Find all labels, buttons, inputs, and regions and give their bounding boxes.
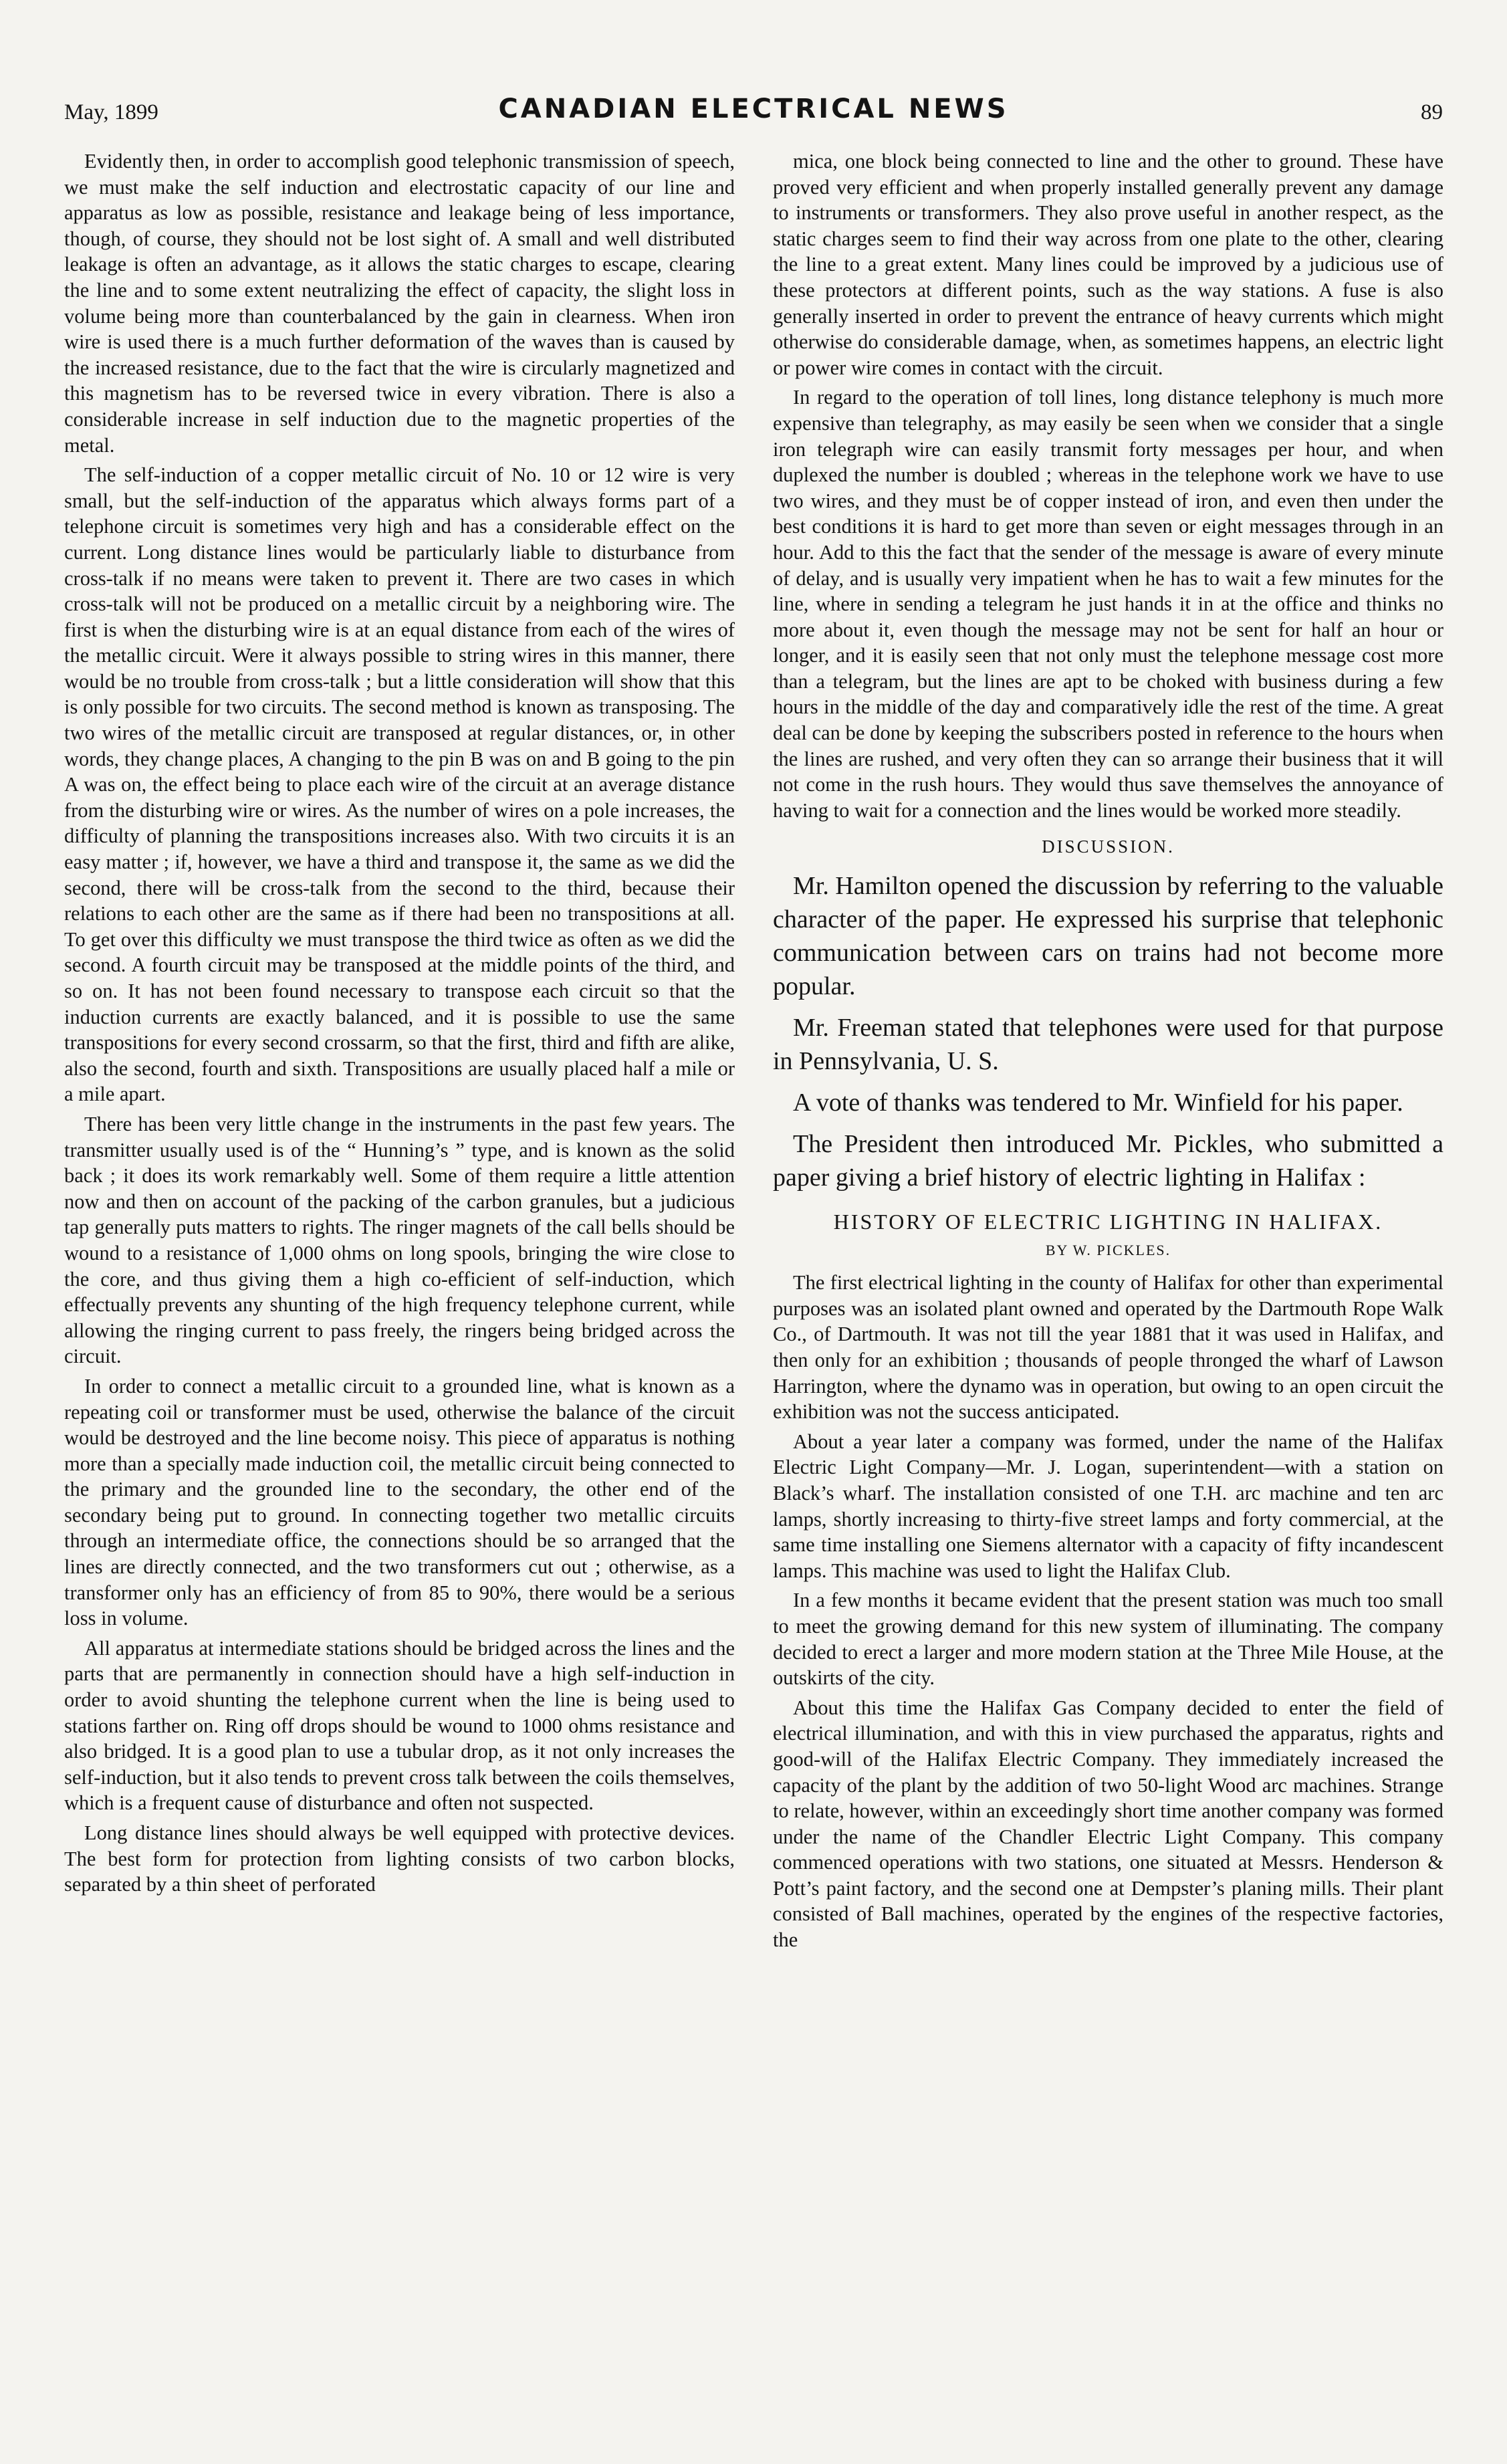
- paragraph: In regard to the operation of toll lines, long distance telephony is much more expensive than telegraphy, as may easily be seen when we consider that a single iron telegraph wire can easily transmit forty messages per hour, and when duplexed the number is doubled ; whereas in the telephone work we have to use two wires, and they must be of copper instead of iron, and even then under the best conditions it is hard to get more than seven or eight messages through in an hour. Add to this the fact that the sender of the message is aware of every minute of delay, and is usually very impatient when he has to wait a few minutes for the line, where in sending a telegram he just hands it in at the office and thinks no more about it, even though the message may not be sent for half an hour or longer, and it is easily seen that not only must the telephone message cost more than a telegram, but the lines are apt to be choked with business during a few hours in the middle of the day and comparatively idle the rest of the time. A great deal can be done by keeping the subscribers posted in reference to the hours when the lines are rushed, and very often they can so arrange their business that it will not come in the rush hours. They would thus save themselves the annoyance of having to wait for a connection and the lines would be worked more steadily.: [773, 386, 1443, 822]
- discussion-paragraph: Mr. Freeman stated that telephones were used for that purpose in Pennsylvania, U. S.: [773, 1014, 1443, 1076]
- publication-title: CANADIAN ELECTRICAL NEWS: [498, 94, 1009, 124]
- paragraph: About this time the Halifax Gas Company decided to enter the field of electrical illumination, and with this in view purchased the apparatus, rights and good-will of the Halifax Electric Company. They immediately increased the capacity of the plant by the addition of two 50-light Wood arc machines. Strange to relate, however, within an exceedingly short time another company was formed under the name of the Chandler Electric Light Company. This company commenced operations with two stations, one situated at Messrs. Henderson & Pott’s paint factory, and the second one at Dempster’s planing mills. Their plant consisted of Ball machines, operated by the engines of the respective factories, the: [773, 1696, 1443, 1952]
- paragraph: Long distance lines should always be well equipped with protective devices. The best form for protection from lighting consists of two carbon blocks, separated by a thin sheet of perforated: [64, 1821, 735, 1896]
- discussion-paragraph: Mr. Hamilton opened the discussion by referring to the valuable character of the paper. He expressed his surprise that telephonic communication between cars on trains had not become more popular.: [773, 872, 1443, 1001]
- page-number: 89: [1421, 100, 1443, 124]
- paragraph: mica, one block being connected to line and the other to ground. These have proved very efficient and when properly installed generally prevent any damage to instruments or transformers. They also prove useful in another respect, as the static charges seem to find their way across from one plate to the other, clearing the line to a great extent. Many lines could be improved by a judicious use of these protectors at different points, such as the way stations. A fuse is also generally inserted in order to prevent the entrance of heavy currents which might otherwise do considerable damage, when, as sometimes happens, an electric light or power wire comes in contact with the circuit.: [773, 150, 1443, 379]
- left-column: [64, 148, 735, 1902]
- paragraph: All apparatus at intermediate stations should be bridged across the lines and the parts that are permanently in connection should have a high self-induction in order to avoid shunting the telephone current when the line is being used to stations farther on. Ring off drops should be wound to 1000 ohms resistance and also bridged. It is a good plan to use a tubular drop, as it not only increases the self-induction, but it also tends to prevent cross talk between the coils themselves, which is a frequent cause of disturbance and often not suspected.: [64, 1636, 735, 1815]
- paragraph: About a year later a company was formed, under the name of the Halifax Electric Light Company—Mr. J. Logan, superintendent—with a station on Black’s wharf. The installation consisted of one T.H. arc machine and ten arc lamps, shortly increasing to thirty-five street lamps and forty commercial, at the same time installing one Siemens alternator with a capacity of fifty incandescent lamps. This machine was used to light the Halifax Club.: [773, 1430, 1443, 1582]
- right-column: [773, 148, 1443, 1957]
- paragraph: In order to connect a metallic circuit to a grounded line, what is known as a repeating coil or transformer must be used, otherwise the balance of the circuit would be destroyed and the line become noisy. This piece of apparatus is nothing more than a specially made induction coil, the metallic circuit being connected to the primary and the grounded line to the secondary, the other end of the secondary being put to ground. In connecting together two metallic circuits through an intermediate office, the connections should be so arranged that the lines are directly connected, and the two transformers cut out ; otherwise, as a transformer only has an efficiency of from 85 to 90%, there would be a serious loss in volume.: [64, 1374, 735, 1630]
- discussion-heading: DISCUSSION.: [1042, 836, 1175, 857]
- discussion-paragraph: The President then introduced Mr. Pickles, who submitted a paper giving a brief history of electric lighting in Halifax :: [773, 1130, 1443, 1192]
- paragraph: Evidently then, in order to accomplish good telephonic transmission of speech, we must make the self induction and electrostatic capacity of our line and apparatus as low as possible, resistance and leakage being of less importance, though, of course, they should not be lost sight of. A small and well distributed leakage is often an advantage, as it allows the static charges to escape, clearing the line and to some extent neutralizing the effect of capacity, the slight loss in volume being more than counterbalanced by the gain in clearness. When iron wire is used there is a much further deformation of the waves than is caused by the increased resistance, due to the fact that the wire is circularly magnetized and this magnetism has to be reversed twice in every vibration. There is also a considerable increase in self induction due to the magnetic properties of the metal.: [64, 150, 735, 457]
- issue-date: May, 1899: [64, 100, 158, 124]
- discussion-paragraph: A vote of thanks was tendered to Mr. Winfield for his paper.: [793, 1089, 1403, 1117]
- paragraph: In a few months it became evident that the present station was much too small to meet the growing demand for this new system of illuminating. The company decided to erect a larger and more modern station at the Three Mile House, at the outskirts of the city.: [773, 1589, 1443, 1690]
- paragraph: The first electrical lighting in the county of Halifax for other than experimental purposes was an isolated plant owned and operated by the Dartmouth Rope Walk Co., of Dartmouth. It was not till the year 1881 that it was used in Halifax, and then only for an exhibition ; thousands of people thronged the wharf of Lawson Harrington, where the dynamo was in operation, but owing to an open circuit the exhibition was not the success anticipated.: [773, 1271, 1443, 1424]
- paragraph: There has been very little change in the instruments in the past few years. The transmitter usually used is of the “ Hunning’s ” type, and is known as the solid back ; it does its work remarkably well. Some of them require a little attention now and then on account of the packing of the carbon granules, but a judicious tap generally puts matters to rights. The ringer magnets of the call bells should be wound to a resistance of 1,000 ohms on long spools, bringing the wire close to the core, and thus giving them a high co-efficient of self-induction, which effectually prevents any shunting of the high frequency telephone current, while allowing the ringing current to pass freely, the ringers being bridged across the circuit.: [64, 1112, 735, 1368]
- article-heading: HISTORY OF ELECTRIC LIGHTING IN HALIFAX.: [833, 1210, 1383, 1234]
- paragraph: The self-induction of a copper metallic circuit of No. 10 or 12 wire is very small, but the self-induction of the apparatus which always forms part of a telephone circuit is sometimes very high and has a considerable effect on the current. Long distance lines would be particularly liable to disturbance from cross-talk if no means were taken to prevent it. There are two cases in which cross-talk will not be produced on a metallic circuit by a neighboring wire. The first is when the disturbing wire is at an equal distance from each of the wires of the metallic circuit. Were it always possible to string wires in this manner, there would be no trouble from cross-talk ; but a little consideration will show that this is only possible for two circuits. The second method is known as transposing. The two wires of the metallic circuit are transposed at regular distances, or, in other words, they change places, A changing to the pin B was on and B going to the pin A was on, the effect being to place each wire of the circuit at an average distance from the disturbing wire or wires. As the number of wires on a pole increases, the difficulty of planning the transpositions increases also. With two circuits it is an easy matter ; if, however, we have a third and transpose it, the same as we did the second, there will be cross-talk from the second to the third, because their relations to each other are the same as if there had been no transpositions at all. To get over this difficulty we must transpose the third twice as often as we did the second. A fourth circuit may be transposed at the middle points of the third, and so on. It has not been found necessary to transpose each circuit so that the induction currents are exactly balanced, and it is possible to use the same transpositions for every second crossarm, so that the first, third and fifth are alike, also the second, fourth and sixth. Transpositions are usually placed half a mile or a mile apart.: [64, 463, 735, 1106]
- article-byline: BY W. PICKLES.: [1045, 1241, 1171, 1258]
- running-head: [64, 94, 1443, 140]
